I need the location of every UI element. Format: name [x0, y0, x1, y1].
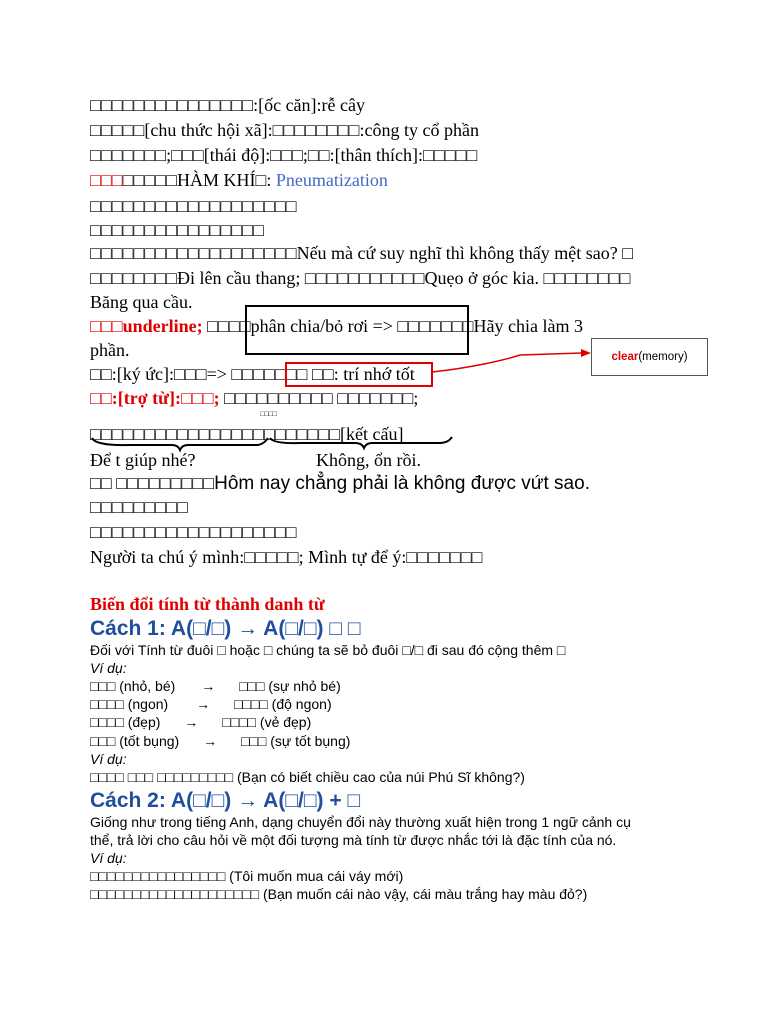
example-2-sentence-1: □□□□□□□□□□□□□□□□ (Tôi muốn mua cái váy mới): [90, 868, 404, 884]
note-line-5: □□□□□□□□□□□□□□□□□□□: [90, 196, 297, 216]
callout-arrow-line: [432, 353, 582, 372]
example-3-arrow: →: [184, 714, 199, 730]
example-row-2: [90, 697, 332, 711]
note-line-3: □□□□□□□;□□□[thái độ]:□□□;□□:[thân thích]:□□□□□: [90, 145, 478, 165]
cach1-description: Đối với Tính từ đuôi □ hoặc □ chúng ta sẽ bỏ đuôi □/□ đi sau đó cộng thêm □: [90, 642, 566, 658]
example-row-4: [90, 734, 350, 748]
note-line-9: Băng qua cầu.: [90, 292, 193, 312]
example-1-adj: □□□ (nhỏ, bé): [90, 678, 176, 694]
small-annotation: □□□□: [260, 411, 277, 418]
example-2-noun: □□□□ (độ ngon): [233, 696, 332, 712]
example-3-adj: □□□□ (đẹp): [90, 714, 161, 730]
note-line-16-vi: Hôm nay chẳng phải là không được vứt sao.: [214, 473, 590, 494]
example-row-3: [90, 715, 311, 729]
note-line-14: □□□□□□□□□□□□□□□□□□□□□□□[kết cấu]: [90, 424, 404, 444]
note-line-15a: Để t giúp nhé?: [90, 450, 196, 470]
note-line-19: Người ta chú ý mình:□□□□□; Mình tự để ý:□□□□□□□: [90, 547, 483, 567]
example-4-adj: □□□ (tốt bụng): [90, 733, 180, 749]
note-line-4-term: Pneumatization: [275, 170, 388, 190]
callout-rest: (memory): [638, 351, 688, 363]
cach1-heading: Cách 1: A(□/□) → A(□/□) □ □: [90, 617, 361, 640]
example-1-noun: □□□ (sự nhỏ bé): [239, 678, 341, 694]
note-line-12: □□:[ký ức]:□□□=> □□□□□□□ □□: trí nhớ tốt: [90, 364, 415, 384]
note-line-2: □□□□□[chu thức hội xã]:□□□□□□□□:công ty cổ phần: [90, 120, 480, 140]
brace-left: [92, 438, 268, 450]
note-line-10-text: □□□□phân chia/bỏ rơi => □□□□□□□Hãy chia làm 3: [202, 316, 583, 336]
note-line-16-jp: □□ □□□□□□□□□: [90, 473, 215, 493]
example-2-sentence-2: □□□□□□□□□□□□□□□□□□□□ (Bạn muốn cái nào vậy, cái màu trắng hay màu đỏ?): [90, 886, 588, 902]
callout-arrow-head: [581, 349, 591, 357]
example-row-1: [90, 679, 341, 693]
example-4-arrow: →: [203, 733, 218, 749]
example-sentence-1: □□□□ □□□ □□□□□□□□□ (Bạn có biết chiều cao của núi Phú Sĩ không?): [90, 769, 525, 785]
note-line-10-red: □□□underline;: [90, 316, 203, 336]
note-line-6: □□□□□□□□□□□□□□□□: [90, 220, 264, 240]
cach2-description-1: Giống như trong tiếng Anh, dạng chuyển đổi này thường xuất hiện trong 1 ngữ cảnh cụ: [90, 814, 631, 830]
note-line-8: □□□□□□□□Đi lên cầu thang; □□□□□□□□□□□Quẹo ở góc kia. □□□□□□□□: [90, 268, 631, 288]
example-3-noun: □□□□ (vẻ đẹp): [222, 714, 312, 730]
note-line-13-text: □□□□□□□□□□ □□□□□□□;: [219, 388, 419, 408]
cach2-heading: Cách 2: A(□/□) → A(□/□) + □: [90, 789, 361, 812]
note-line-4-red: □□□: [90, 170, 123, 190]
note-line-11: phần.: [90, 340, 130, 360]
brace-right: [270, 437, 452, 448]
section-title: Biến đổi tính từ thành danh từ: [90, 594, 325, 614]
note-line-18: □□□□□□□□□□□□□□□□□□□: [90, 522, 297, 542]
note-line-17: □□□□□□□□□: [90, 497, 188, 517]
note-line-7: □□□□□□□□□□□□□□□□□□□Nếu mà cứ suy nghĩ thì không thấy mệt sao? □: [90, 243, 634, 263]
callout-bold: clear: [611, 351, 639, 363]
vidu-label-2: Ví dụ:: [90, 751, 127, 767]
note-line-13-red: □□:[trợ từ]:□□□;: [90, 388, 220, 408]
cach2-description-2: thể, trả lời cho câu hỏi về một đối tượng mà tính từ được nhắc tới là đặc tính của nó.: [90, 832, 617, 848]
example-1-arrow: →: [201, 678, 216, 694]
vidu-label-3: Ví dụ:: [90, 850, 127, 866]
note-line-15b: Không, ổn rồi.: [316, 450, 421, 470]
note-line-4-text: □□□□□HÀM KHÍ□:: [122, 170, 276, 190]
example-2-arrow: →: [196, 696, 211, 712]
example-2-adj: □□□□ (ngon): [90, 696, 169, 712]
example-4-noun: □□□ (sự tốt bụng): [240, 733, 351, 749]
vidu-label-1: Ví dụ:: [90, 660, 127, 676]
note-line-1: □□□□□□□□□□□□□□□:[ốc căn]:rễ cây: [90, 95, 366, 115]
